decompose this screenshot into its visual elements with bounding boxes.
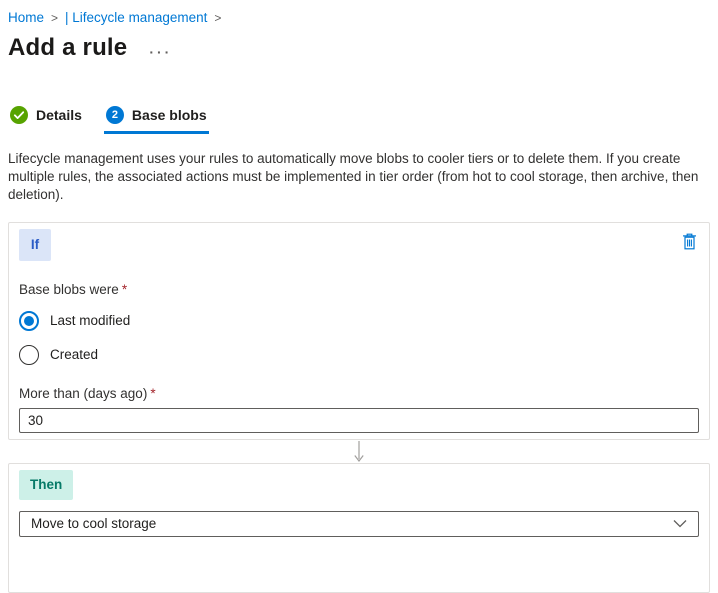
- days-ago-input[interactable]: [19, 408, 699, 433]
- breadcrumb-separator: >: [51, 10, 59, 25]
- wizard-tabs: [8, 104, 710, 134]
- breadcrumb-separator: >: [214, 10, 222, 25]
- radio-button-icon: [19, 311, 39, 331]
- tab-details[interactable]: [8, 104, 84, 134]
- step-2-circle-icon: 2: [106, 106, 124, 124]
- then-panel-header: [19, 470, 699, 500]
- chevron-down-icon: [673, 516, 687, 531]
- delete-rule-button[interactable]: [680, 229, 699, 257]
- tab-base-blobs[interactable]: [104, 104, 209, 134]
- radio-last-modified[interactable]: [19, 311, 699, 331]
- required-asterisk: *: [121, 281, 128, 297]
- if-badge: If: [19, 229, 51, 261]
- tab-base-blobs-label: Base blobs: [131, 107, 207, 123]
- page-title: Add a rule: [8, 34, 128, 61]
- arrow-down-icon: [351, 440, 367, 463]
- trash-icon: [682, 238, 697, 253]
- if-rule-panel: [8, 222, 710, 440]
- more-than-days-label: More than (days ago) *: [19, 385, 156, 401]
- then-rule-panel: [8, 463, 710, 593]
- breadcrumb-lifecycle-management-link[interactable]: | Lifecycle management: [65, 10, 208, 25]
- tab-details-label: Details: [36, 107, 82, 123]
- flow-connector: [8, 440, 710, 463]
- breadcrumb-home-link[interactable]: Home: [8, 10, 45, 25]
- title-row: [8, 34, 710, 62]
- radio-created[interactable]: [19, 345, 699, 365]
- radio-created-label: Created: [50, 347, 99, 363]
- if-panel-header: [19, 229, 699, 261]
- action-dropdown[interactable]: [19, 511, 699, 537]
- then-badge: Then: [19, 470, 73, 500]
- page-description: Lifecycle management uses your rules to automatically move blobs to cooler tiers or to delete them. If you create multiple rules, the associated actions must be implemented in tier order (from hot to cool storage, then archive, then deletion).: [8, 151, 699, 202]
- radio-last-modified-label: Last modified: [50, 313, 131, 329]
- radio-button-icon: [19, 345, 39, 365]
- breadcrumb: [8, 10, 710, 25]
- action-dropdown-value: Move to cool storage: [31, 516, 157, 532]
- base-blobs-were-label: Base blobs were *: [19, 281, 128, 297]
- checkmark-circle-icon: [10, 106, 28, 124]
- required-asterisk: *: [150, 385, 156, 401]
- more-options-button[interactable]: ···: [149, 44, 173, 60]
